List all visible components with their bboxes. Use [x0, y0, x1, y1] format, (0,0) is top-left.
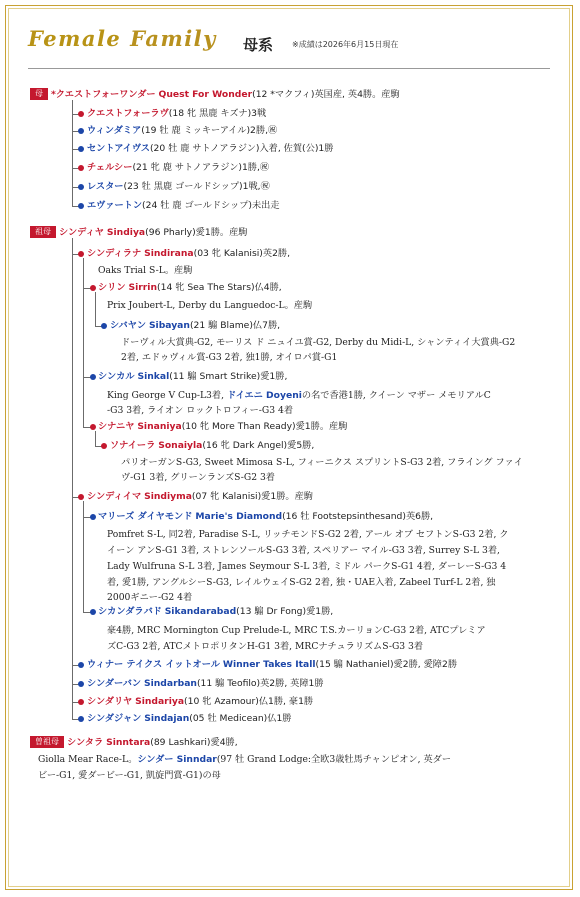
dam-name-en: Quest For Wonder — [158, 89, 253, 100]
sindirana-detail: Oaks Trial S-L。産駒 — [98, 265, 193, 276]
granddam-line: 祖母 シンディヤ Sindiya(96 Pharly)愛1勝。産駒 — [30, 226, 247, 240]
sikandarabad-line: シカンダラバド Sikandarabad(13 騸 Dr Fong)愛1勝, — [98, 606, 334, 617]
maries-detail-3: Lady Wulfruna S-L 3着, James Seymour S-L 3着, ミドル パークS-G1 4着, ダーレーS-G3 4 — [107, 561, 507, 572]
list-item: チェルシー(21 牝 鹿 サトノアラジン)1勝,㊗ — [87, 162, 270, 173]
sonaiyla-detail-1: パリオーガンS-G3, Sweet Mimosa S-L, フィーニクス スプリントS-G3 2着, フライング ファイ — [121, 457, 523, 468]
sibayan-detail-2: 2着, エドゥヴィル賞-G3 2着, 独1勝, オイロパ賞-G1 — [121, 352, 338, 363]
sonaiyla-line: ソナイーラ Sonaiyla(16 牝 Dark Angel)愛5勝, — [110, 440, 315, 451]
sikandarabad-detail-1: 豪4勝, MRC Mornington Cup Prelude-L, MRC T.S.カーリョンC-G3 2着, ATCプレミア — [107, 625, 486, 636]
sinkal-detail-1: King George V Cup-L3着, ドイエニ Doyeniの名で香港1勝, クイーン マザー メモリアルC — [107, 390, 491, 401]
great-granddam-detail-2: ビー-G1, 愛ダービー-G1, 凱旋門賞-G1)の母 — [38, 770, 221, 781]
bullet-colt-icon — [78, 716, 84, 722]
bullet-filly-icon — [78, 699, 84, 705]
sinaniya-line: シナニヤ Sinaniya(10 牝 More Than Ready)愛1勝。産駒 — [98, 421, 348, 432]
list-item: エヴァートン(24 牡 鹿 ゴールドシップ)未出走 — [87, 200, 280, 211]
sirin-line: シリン Sirrin(14 牝 Sea The Stars)仏4勝, — [98, 282, 282, 293]
bullet-filly-icon — [78, 251, 84, 257]
bullet-colt-icon — [90, 609, 96, 615]
sirin-detail: Prix Joubert-L, Derby du Languedoc-L。産駒 — [107, 300, 313, 311]
great-granddam-line: 曽祖母 シンタラ Sinntara(89 Lashkari)愛4勝, — [30, 736, 238, 750]
sibayan-detail-1: ドーヴィル大賞典-G2, モーリス ド ニュイユ賞-G2, Derby du Midi-L, シャンティイ大賞典-G2 — [121, 337, 516, 348]
bullet-colt-icon — [101, 323, 107, 329]
gen-badge-dam: 母 — [30, 88, 48, 100]
list-item: ウィンダミア(19 牡 鹿 ミッキーアイル)2勝,㊗ — [87, 125, 278, 136]
maries-detail-4: 着, 愛1勝, アングルシーS-G3, レイルウェイS-G2 2着, 独・UAE入着, Zabeel Turf-L 2着, 独 — [107, 577, 496, 588]
sindajan-line: シンダジャン Sindajan(05 牡 Medicean)仏1勝 — [87, 713, 292, 724]
bullet-filly-icon — [78, 494, 84, 500]
list-item: セントアイヴス(20 牡 鹿 サトノアラジン)入着, 佐賀(公)1勝 — [87, 143, 334, 154]
sinkal-line: シンカル Sinkal(11 騸 Smart Strike)愛1勝, — [98, 371, 288, 382]
bullet-filly-icon — [78, 165, 84, 171]
bullet-filly-icon — [101, 443, 107, 449]
sibayan-line: シバヤン Sibayan(21 騸 Blame)仏7勝, — [110, 320, 281, 331]
list-item: クエストフォーラヴ(18 牝 黒鹿 キズナ)3戦 — [87, 108, 267, 119]
bullet-colt-icon — [78, 128, 84, 134]
bullet-colt-icon — [90, 374, 96, 380]
dam-line — [30, 88, 400, 102]
sindarban-line: シンダーバン Sindarban(11 騸 Teofilo)英2勝, 英障1勝 — [87, 678, 324, 689]
great-granddam-detail-1: Giolla Mear Race-L。シンダー Sinndar(97 牡 Grand Lodge:全欧3歳牡馬チャンピオン, 英ダー — [38, 754, 452, 765]
maries-detail-1: Pomfret S-L, 同2着, Paradise S-L, リッチモンドS-G2 2着, アール オブ セフトンS-G3 2着, ク — [107, 529, 509, 540]
bullet-filly-icon — [90, 424, 96, 430]
gen-badge-great-granddam: 曽祖母 — [30, 736, 64, 748]
bullet-colt-icon — [78, 184, 84, 190]
bullet-colt-icon — [78, 662, 84, 668]
sonaiyla-detail-2: ヴ-G1 3着, グリーンランズS-G2 3着 — [121, 472, 275, 483]
maries-diamond-line: マリーズ ダイヤモンド Marie's Diamond(16 牡 Footstepsinthesand)英6勝, — [98, 511, 434, 522]
maries-detail-5: 2000ギニー-G2 4着 — [107, 592, 193, 603]
bullet-filly-icon — [78, 111, 84, 117]
sinkal-detail-2: -G3 3着, ライオン ロックトロフィー-G3 4着 — [107, 405, 294, 416]
bullet-filly-icon — [90, 285, 96, 291]
bullet-colt-icon — [90, 514, 96, 520]
sindirana-line: シンディラナ Sindirana(03 牝 Kalanisi)英2勝, — [87, 248, 291, 259]
maries-detail-2: イーン アンS-G1 3着, ストレンソールS-G3 3着, スペリアー マイル-G3 3着, Surrey S-L 3着, — [107, 545, 500, 556]
sindiyma-line: シンディイマ Sindiyma(07 牝 Kalanisi)愛1勝。産駒 — [87, 491, 313, 502]
winner-line: ウィナー テイクス イットオール Winner Takes Itall(15 騸 Nathaniel)愛2勝, 愛障2勝 — [87, 659, 458, 670]
list-item: レスター(23 牡 黒鹿 ゴールドシップ)1戦,㊗ — [87, 181, 270, 192]
sindariya-line: シンダリヤ Sindariya(10 牝 Azamour)仏1勝, 豪1勝 — [87, 696, 314, 707]
as-of-note: ※成績は2026年6月15日現在 — [292, 40, 399, 49]
dam-info: (12 *マクフィ)英国産, 英4勝。産駒 — [252, 89, 400, 100]
sikandarabad-detail-2: ズC-G3 2着, ATCメトロポリタンH-G1 3着, MRCナチュラリズムS-G3 3着 — [107, 641, 424, 652]
dam-name-jp: *クエストフォーワンダー — [51, 89, 156, 100]
bullet-colt-icon — [78, 146, 84, 152]
bullet-colt-icon — [78, 203, 84, 209]
section-subtitle: 母系 — [243, 36, 274, 54]
section-title: Female Family — [28, 26, 217, 51]
gen-badge-granddam: 祖母 — [30, 226, 56, 238]
bullet-colt-icon — [78, 681, 84, 687]
